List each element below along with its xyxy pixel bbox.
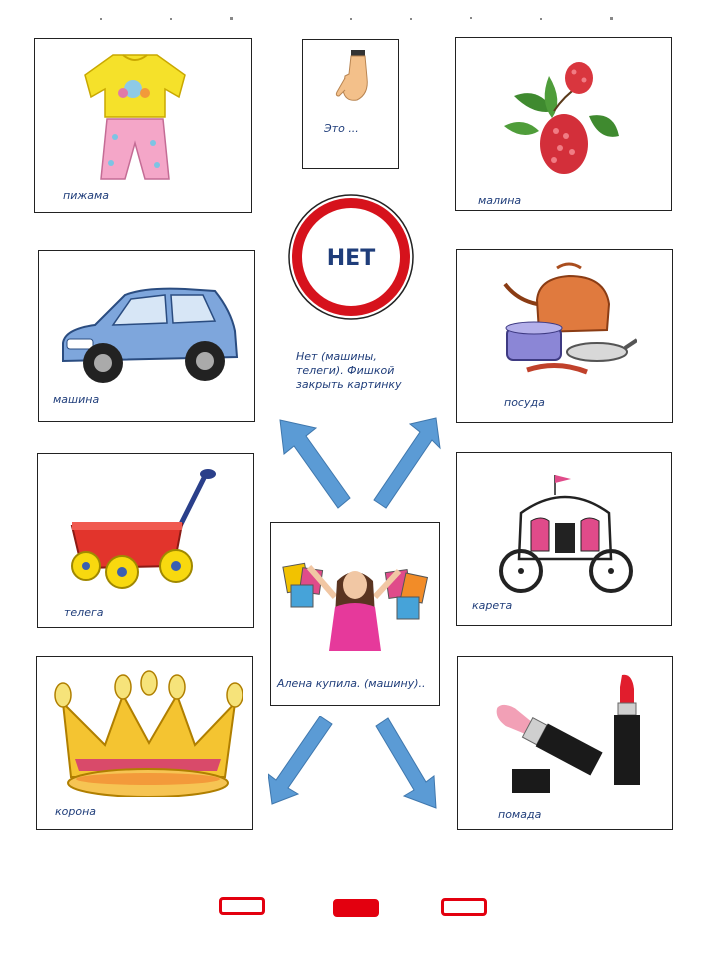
car-image: [55, 281, 245, 391]
dishes-image: [497, 260, 637, 390]
no-sign-icon: [287, 193, 415, 321]
card-car[interactable]: [38, 250, 255, 422]
no-sign-label: НЕТ: [326, 246, 376, 271]
pointing-hand-icon: [331, 48, 375, 106]
card-cart-label: телега: [64, 606, 104, 619]
arrow-down-left-icon: [268, 716, 336, 808]
card-raspberry[interactable]: [455, 37, 672, 211]
answer-slot-2[interactable]: [333, 899, 379, 917]
card-dishes[interactable]: [456, 249, 673, 423]
center-caption: Алена купила. (машину)..: [277, 677, 426, 690]
card-lipstick[interactable]: [457, 656, 673, 830]
pajamas-image: [75, 47, 195, 187]
card-carriage-label: карета: [472, 599, 513, 612]
card-raspberry-label: малина: [478, 194, 522, 207]
card-lipstick-label: помада: [498, 808, 542, 821]
raspberry-image: [494, 56, 624, 186]
top-scan-marks: [90, 16, 650, 22]
cart-image: [62, 466, 232, 596]
carriage-image: [495, 471, 635, 596]
arrow-up-left-icon: [274, 416, 354, 512]
lipstick-image: [482, 669, 654, 801]
instruction-line-3: закрыть картинку: [296, 378, 402, 391]
card-pajamas[interactable]: [34, 38, 252, 213]
card-crown[interactable]: [36, 656, 253, 830]
instruction-line-2: телеги). Фишкой: [296, 364, 395, 377]
card-dishes-label: посуда: [504, 396, 545, 409]
prompt-text: Это ...: [324, 122, 359, 135]
arrow-down-right-icon: [374, 716, 442, 812]
crown-image: [53, 667, 243, 797]
arrow-up-right-icon: [370, 414, 442, 512]
card-pajamas-label: пижама: [63, 189, 110, 202]
card-cart[interactable]: [37, 453, 254, 628]
card-car-label: машина: [53, 393, 100, 406]
card-prompt[interactable]: [302, 39, 399, 169]
instruction-text: [296, 350, 402, 392]
card-crown-label: корона: [55, 805, 97, 818]
card-carriage[interactable]: [456, 452, 672, 626]
answer-slot-3[interactable]: [441, 898, 487, 916]
shopping-girl-image: [279, 541, 435, 651]
instruction-line-1: Нет (машины,: [296, 350, 377, 363]
answer-slot-1[interactable]: [219, 897, 265, 915]
card-center-shopping[interactable]: [270, 522, 440, 706]
